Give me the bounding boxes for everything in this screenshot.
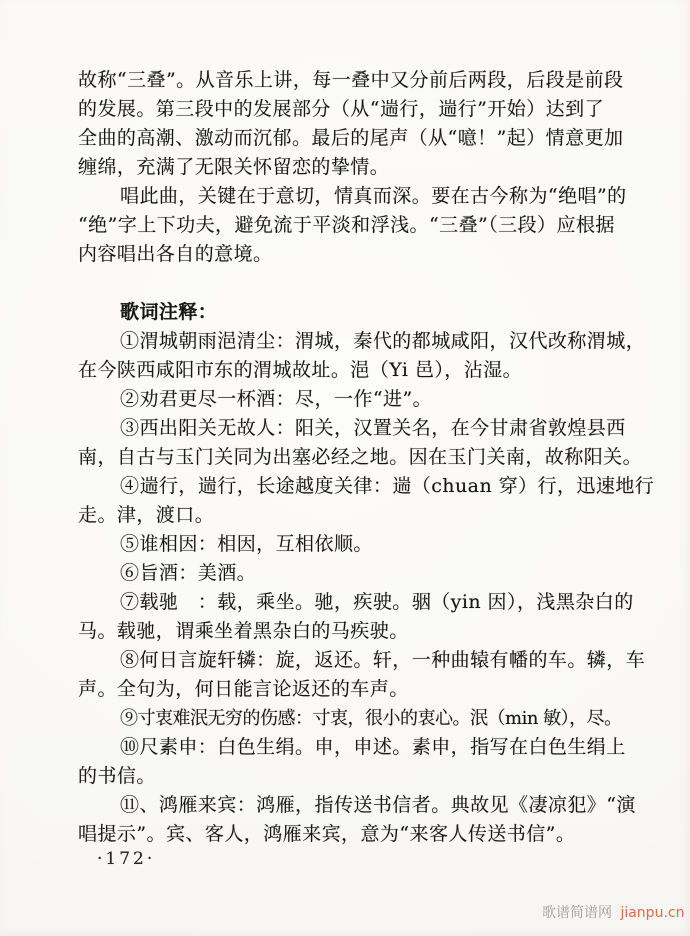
page-number: ·172· [97,849,156,869]
body-line: 内容唱出各自的意境。 [78,243,273,265]
note-line: 走。津，渡口。 [78,504,215,526]
body-line: 全曲的高潮、激动而沉郁。最后的尾声（从“噫！”起）情意更加 [78,127,624,149]
watermark [542,902,684,922]
body-line: 故称“三叠”。从音乐上讲，每一叠中又分前后两段，后段是前段 [78,69,624,91]
note-line: 南，自古与玉门关同为出塞必经之地。因在玉门关南，故称阳关。 [78,446,643,468]
note-line: 马。载驰，谓乘坐着黑杂白的马疾驶。 [78,620,409,642]
watermark-site-url: jianpu.cn [620,905,685,921]
body-line: 缠绵，充满了无限关怀留恋的挚情。 [78,156,390,178]
note-line: ②劝君更尽一杯酒：尽，一作“进”。 [120,388,433,410]
note-line: ①渭城朝雨浥清尘：渭城，秦代的都城咸阳，汉代改称渭城， [120,330,646,352]
note-line: 在今陕西咸阳市东的渭城故址。浥（Yi 邑），沾湿。 [78,359,523,381]
note-line: ⑥旨酒：美酒。 [120,562,257,584]
body-line: 的发展。第三段中的发展部分（从“遄行，遄行”开始）达到了 [78,98,605,120]
notes-heading: 歌词注释： [120,301,218,323]
note-line: ⑩尺素申：白色生绢。申，申述。素申，指写在白色生绢上 [120,736,626,758]
note-line: ⑦载驰 ：载，乘坐。驰，疾驶。骃（yin 因），浅黑杂白的 [120,591,634,613]
body-line: 唱此曲，关键在于意切，情真而深。要在古今称为“绝唱”的 [120,185,627,207]
note-line: ⑤谁相因：相因，互相依顺。 [120,533,373,555]
note-line: ③西出阳关无故人：阳关，汉置关名，在今甘肃省敦煌县西 [120,417,626,439]
watermark-site-name: 歌谱简谱网 [542,905,612,921]
note-line: ⑧何日言旋轩辚：旋，返还。轩，一种曲辕有幡的车。辚，车 [120,649,646,671]
note-line: ④遄行，遄行，长途越度关律：遄（chuan 穿）行，迅速地行 [120,475,655,497]
note-line: ⑨寸衷难泯无穷的伤感：寸衷，很小的衷心。泯（min 敏），尽。 [120,708,622,729]
note-line: 声。全句为，何日能言论返还的车声。 [78,678,409,700]
page-text [78,66,655,849]
note-line: ⑪、鸿雁来宾：鸿雁，指传送书信者。典故见《凄凉犯》“演 [120,794,636,816]
note-line: 唱提示”。宾、客人，鸿雁来宾，意为“来客人传送书信”。 [78,823,576,845]
note-line: 的书信。 [78,765,156,787]
body-line: “绝”字上下功夫，避免流于平淡和浮浅。“三叠”（三段）应根据 [78,214,615,236]
